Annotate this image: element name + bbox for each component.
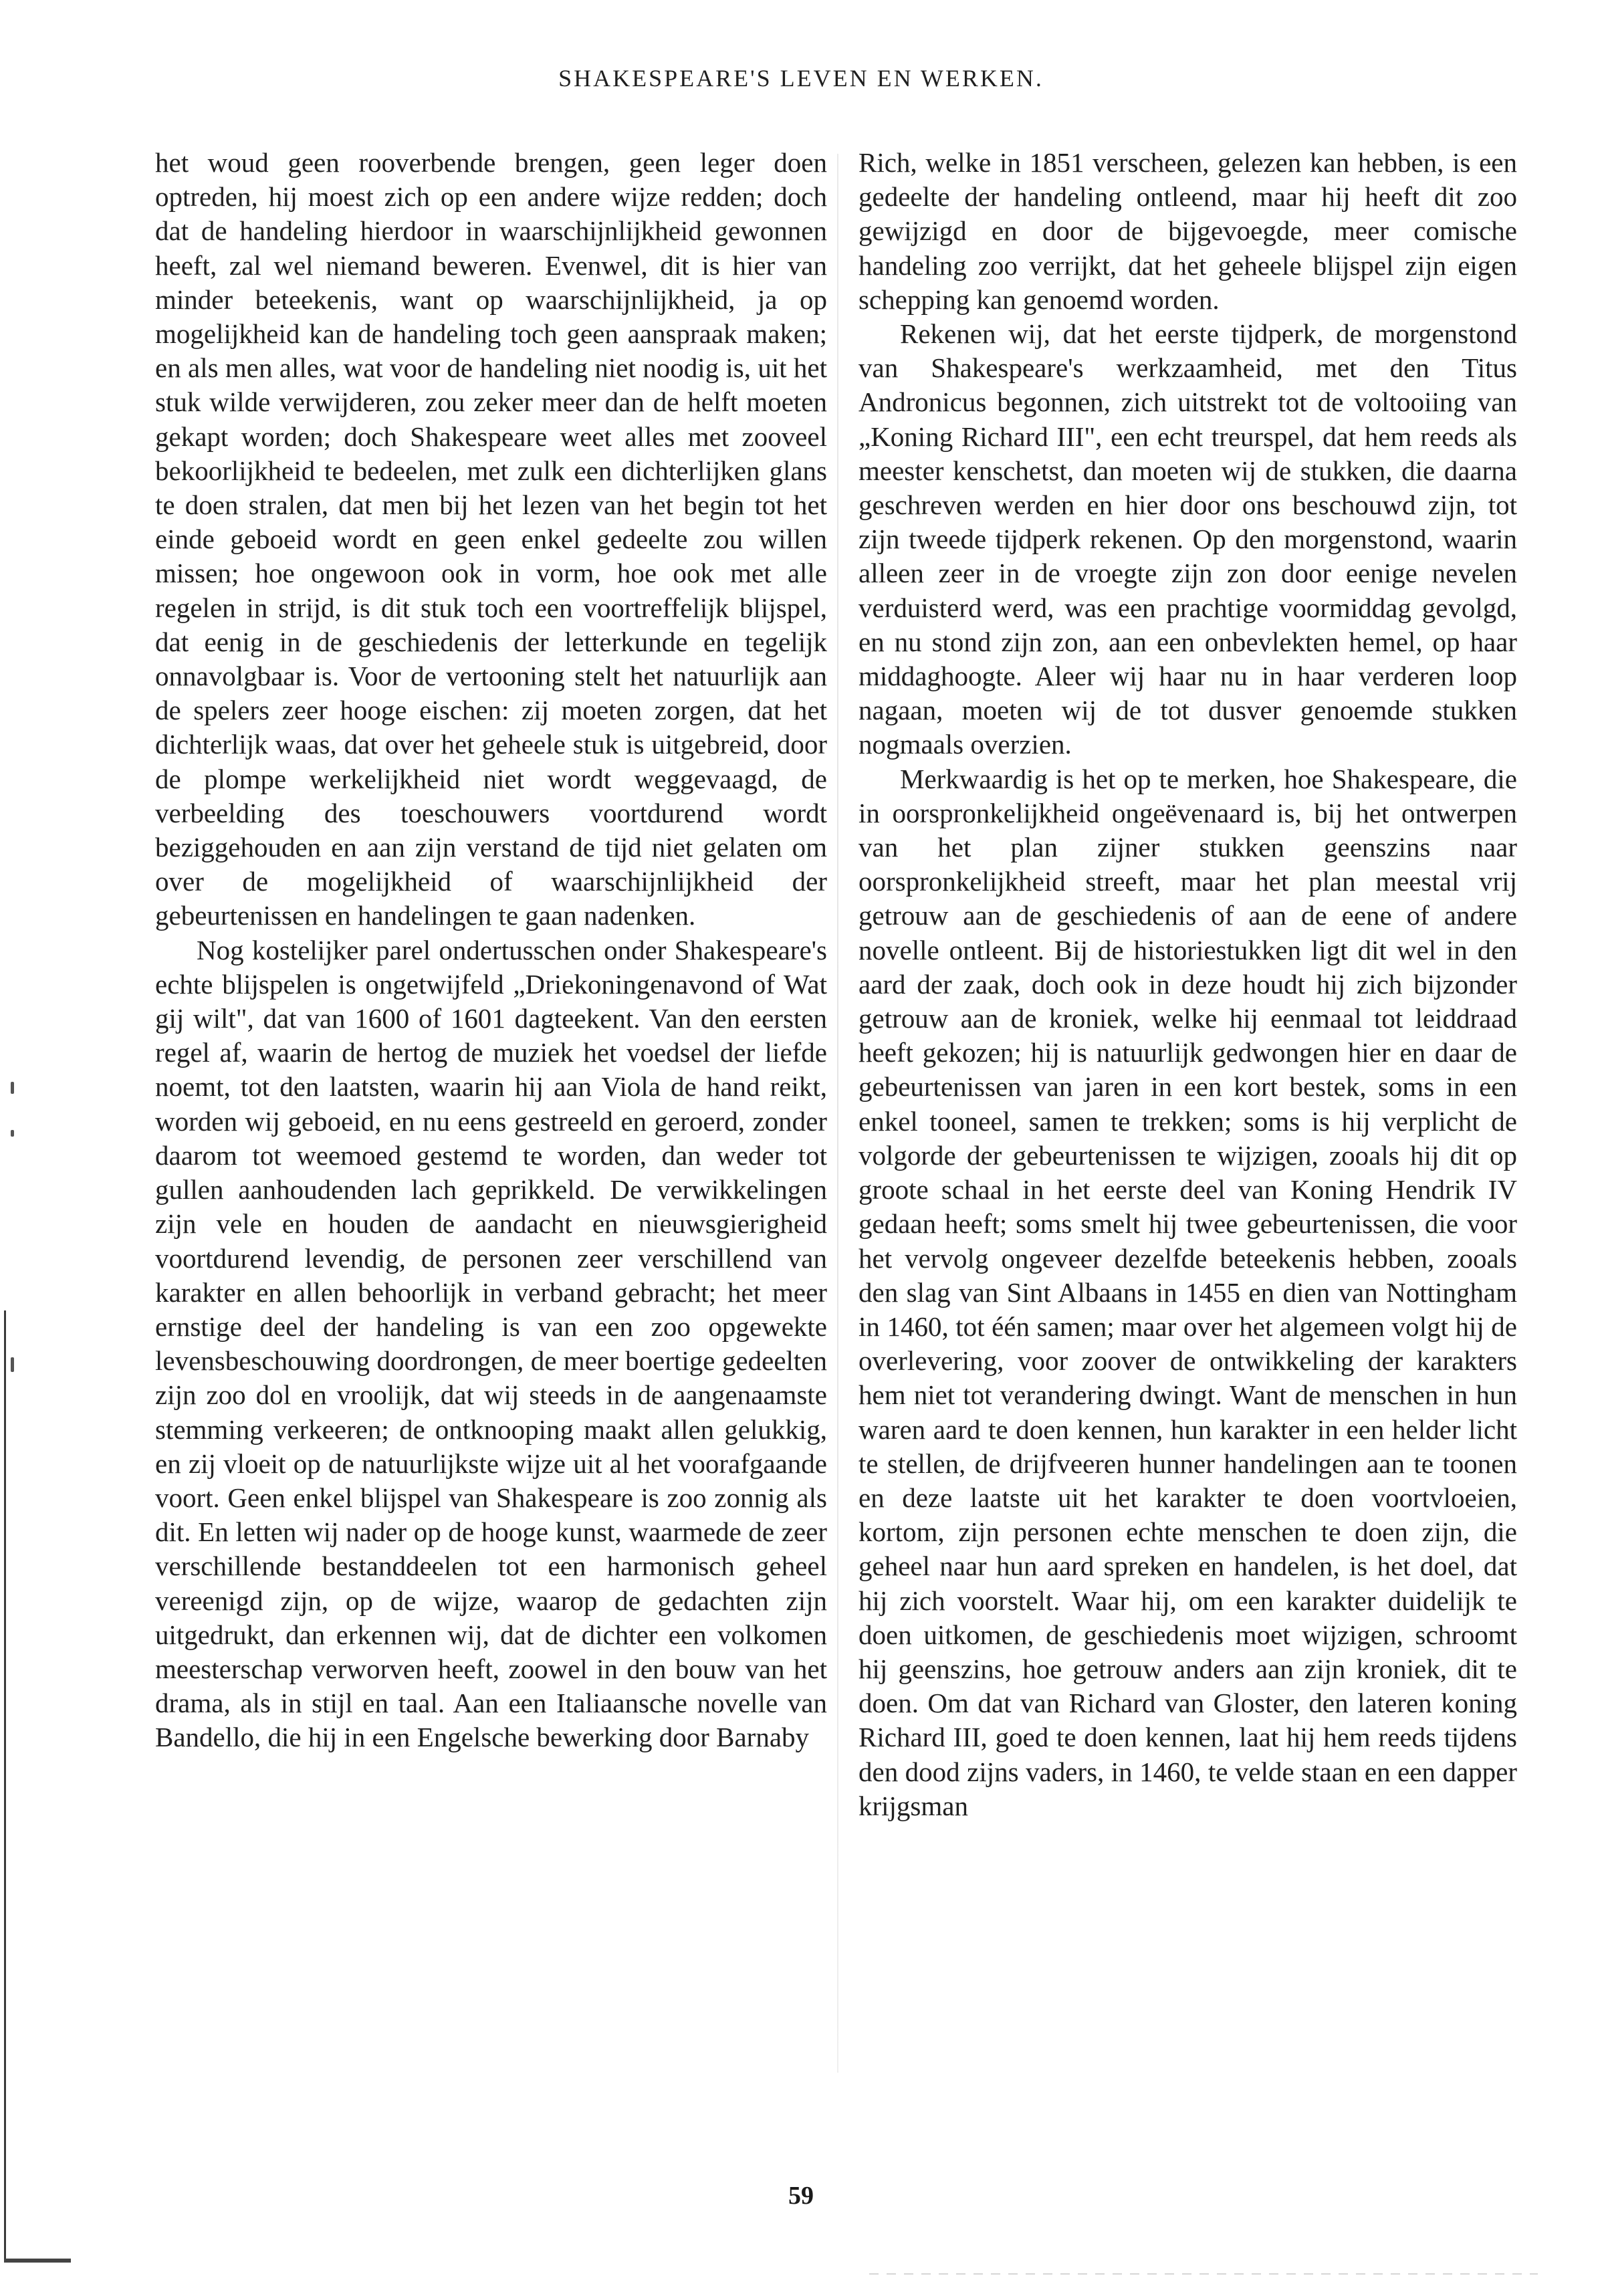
binding-foot-shadow [4,2259,71,2263]
paragraph: Rich, welke in 1851 verscheen, gelezen kan hebben, is een gedeelte der handeling ontleend, maar hij heeft dit zoo gewijzigd en door de bijgevoegde, meer comische handeling zoo verrijkt, dat het geheele blijspel zijn eigen schepping kan genoemd worden. [859,147,1517,315]
binding-edge-shadow [4,1310,6,2260]
scan-speck [11,1357,14,1372]
paragraph: Nog kostelijker parel ondertusschen onder Shakespeare's echte blijspelen is ongetwijfeld „Driekoningenavond of Wat gij wilt", dat van 1600 of 1601 dagteekent. Van den eersten regel af, waarin de hertog de muziek het voedsel der liefde noemt, tot den laatsten, waarin hij aan Viola de hand reikt, worden wij geboeid, en nu eens gestreeld en geroerd, zonder daarom tot weemoed gestemd te worden, dan weder tot gullen aanhoudenden lach geprikkeld. De verwikkelingen zijn vele en houden de aandacht en nieuwsgierigheid voortdurend levendig, de personen zeer verschillend van karakter en allen behoorlijk in verband gebracht; het meer ernstige deel der handeling is van een zoo opgewekte levensbeschouwing doordrongen, de meer boertige gedeelten zijn zoo dol en vroolijk, dat wij steeds in de aangenaamste stemming verkeeren; de ontknooping maakt allen gelukkig, en zij vloeit op de natuurlijkste wijze uit al het voorafgaande voort. Geen enkel blijspel van Shakespeare is zoo zonnig als dit. En letten wij nader op de hooge kunst, waarmede de zeer verschillende bestanddeelen tot een harmonisch geheel vereenigd zijn, op de wijze, waarop de gedachten zijn uitgedrukt, dan erkennen wij, dat de dichter een volkomen meesterschap verworven heeft, zoowel in den bouw van het drama, als in stijl en taal. Aan een Italiaansche novelle van Bandello, die hij in een Engelsche bewerking door Barnaby [155,934,827,1753]
paragraph: het woud geen rooverbende brengen, geen leger doen optreden, hij moest zich op een andere wijze redden; doch dat de handeling hierdoor in waarschijnlijkheid gewonnen heeft, zal wel niemand beweren. Evenwel, dit is hier van minder beteekenis, want op waarschijnlijkheid, ja op mogelijkheid kan de handeling toch geen aanspraak maken; en als men alles, wat voor de handeling niet noodig is, uit het stuk wilde verwijderen, zou zeker meer dan de helft moeten gekapt worden; doch Shakespeare weet alles met zooveel bekoorlijkheid te bedeelen, met zulk een dichterlijken glans te doen stralen, dat men bij het lezen van het begin tot het einde geboeid wordt en geen enkel gedeelte zou willen missen; hoe ongewoon ook in vorm, hoe ook met alle regelen in strijd, is dit stuk toch een voortreffelijk blijspel, dat eenig in de geschiedenis der letterkunde en tegelijk onnavolgbaar is. Voor de vertooning stelt het natuurlijk aan de spelers zeer hooge eischen: zij moeten zorgen, dat het dichterlijk waas, dat over het geheele stuk is uitgebreid, door de plompe werkelijkheid niet wordt weggevaagd, de verbeelding des toeschouwers voortdurend wordt beziggehouden en aan zijn verstand de tijd niet gelaten om over de mogelijkheid of waarschijnlijkheid der gebeurtenissen en handelingen te gaan nadenken. [155,147,827,931]
running-header: SHAKESPEARE'S LEVEN EN WERKEN. [558,65,1044,92]
page-number: 59 [788,2182,814,2210]
scan-bottom-dashes [869,2273,1538,2275]
right-column [859,146,1517,1823]
paragraph: Merkwaardig is het op te merken, hoe Shakespeare, die in oorspronkelijkheid ongeëvenaard is, bij het ontwerpen van het plan zijner stukken geenszins naar oorspronkelijkheid streeft, maar het plan meestal vrij getrouw aan de geschiedenis of aan de eene of andere novelle ontleent. Bij de historiestukken ligt dit wel in den aard der zaak, doch ook in deze houdt hij zich bijzonder getrouw aan de kroniek, welke hij eenmaal tot leiddraad heeft gekozen; hij is natuurlijk gedwongen hier en daar de gebeurtenissen van jaren in een kort bestek, soms in een enkel tooneel, samen te trekken; soms is hij verplicht de volgorde der gebeurtenissen te wijzigen, zooals hij dit op groote schaal in het eerste deel van Koning Hendrik IV gedaan heeft; soms smelt hij twee gebeurtenissen, die voor het vervolg ongeveer dezelfde beteekenis hebben, zooals den slag van Sint Albaans in 1455 en dien van Nottingham in 1460, tot één samen; maar over het algemeen volgt hij de overlevering, voor zoover de ontwikkeling der karakters hem niet tot verandering dwingt. Want de menschen in hun waren aard te doen kennen, hun karakter in een helder licht te stellen, de drijfveeren hunner handelingen aan te toonen en deze laatste uit het karakter te doen voortvloeien, kortom, zijn personen echte menschen te doen zijn, die geheel naar hun aard spreken en handelen, is het doel, dat hij zich voorstelt. Waar hij, om een karakter duidelijk te doen uitkomen, de geschiedenis moet wijzigen, schroomt hij geenszins, hoe getrouw anders aan zijn kroniek, dit te doen. Om dat van Richard van Gloster, den lateren koning Richard III, goed te doen kennen, laat hij hem reeds tijdens den dood zijns vaders, in 1460, te velde staan en een dapper krijgsman [859,763,1517,1821]
scan-speck [11,1082,14,1094]
scan-speck [11,1130,14,1137]
paragraph: Rekenen wij, dat het eerste tijdperk, de morgenstond van Shakespeare's werkzaamheid, met den Titus Andronicus begonnen, zich uitstrekt tot de voltooiing van „Koning Richard III", een echt treurspel, dat hem reeds als meester kenschetst, dan moeten wij de stukken, die daarna geschreven werden en hier door ons beschouwd zijn, tot zijn tweede tijdperk rekenen. Op den morgenstond, waarin alleen zeer in de vroegte zijn zon door eenige nevelen verduisterd werd, was een prachtige voormiddag gevolgd, en nu stond zijn zon, aan een onbevlekten hemel, op haar middaghoogte. Aleer wij haar nu in haar verderen loop nagaan, moeten wij de tot dusver genoemde stukken nogmaals overzien. [859,318,1517,760]
left-column [155,146,827,1755]
column-divider [837,154,838,2073]
